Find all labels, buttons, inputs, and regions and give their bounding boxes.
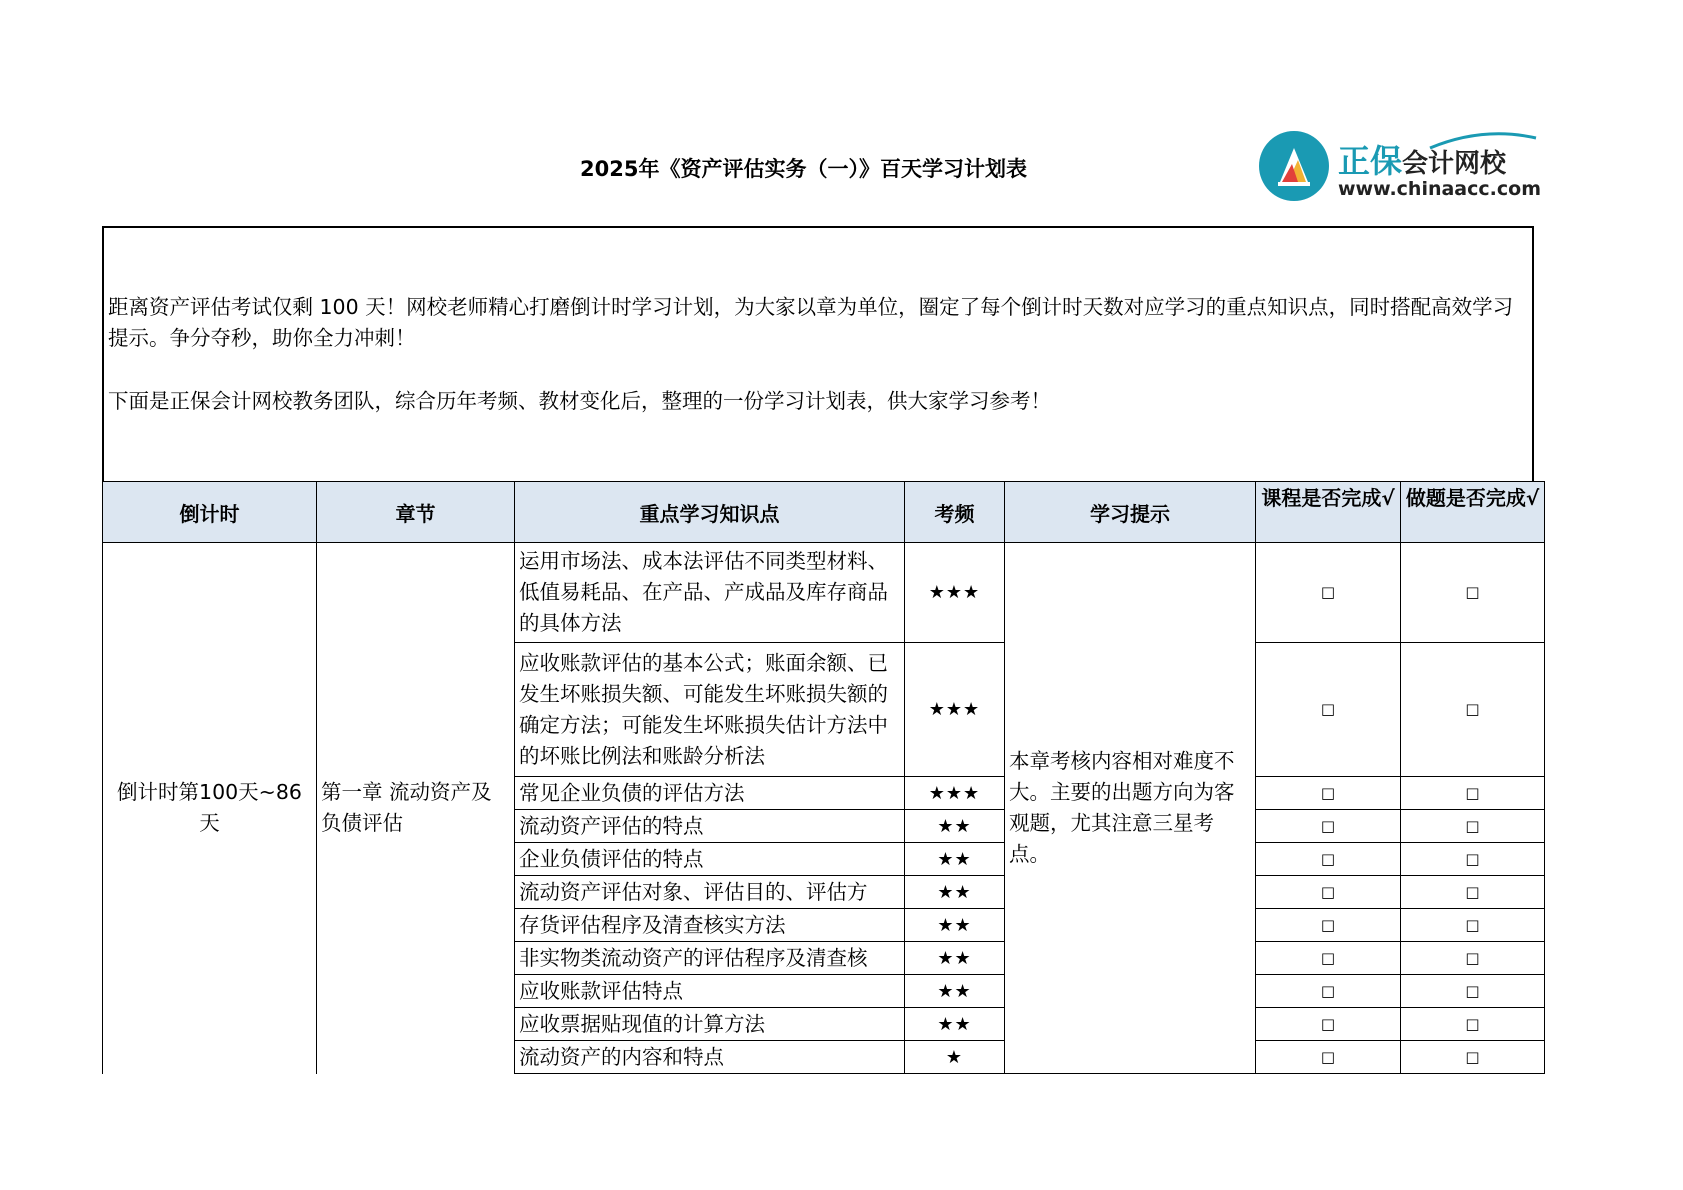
intro-paragraph-1: 距离资产评估考试仅剩 100 天！网校老师精心打磨倒计时学习计划，为大家以章为单位，圈定了每个倒计时天数对应学习的重点知识点，同时搭配高效学习提示。争分夺秒，助你全力冲刺！ xyxy=(108,295,1514,350)
header-countdown: 倒计时 xyxy=(103,482,317,543)
course-done-checkbox[interactable]: □ xyxy=(1256,843,1401,876)
course-done-checkbox[interactable]: □ xyxy=(1256,1008,1401,1041)
practice-done-checkbox[interactable]: □ xyxy=(1401,810,1545,843)
practice-done-checkbox[interactable]: □ xyxy=(1401,1041,1545,1074)
frequency-stars: ★★ xyxy=(905,843,1005,876)
chinaacc-logo-icon xyxy=(1258,130,1330,202)
key-point-cell: 运用市场法、成本法评估不同类型材料、低值易耗品、在产品、产成品及库存商品的具体方法 xyxy=(515,543,905,643)
key-point-cell: 应收账款评估特点 xyxy=(515,975,905,1008)
countdown-cell: 倒计时第100天~86天 xyxy=(103,543,317,1074)
key-point-cell: 应收票据贴现值的计算方法 xyxy=(515,1008,905,1041)
logo-url: www.chinaacc.com xyxy=(1338,178,1541,200)
course-done-checkbox[interactable]: □ xyxy=(1256,876,1401,909)
course-done-checkbox[interactable]: □ xyxy=(1256,643,1401,777)
header-course-done: 课程是否完成√ xyxy=(1256,482,1401,543)
practice-done-checkbox[interactable]: □ xyxy=(1401,643,1545,777)
practice-done-checkbox[interactable]: □ xyxy=(1401,843,1545,876)
header-chapter: 章节 xyxy=(317,482,515,543)
frequency-stars: ★★ xyxy=(905,909,1005,942)
practice-done-checkbox[interactable]: □ xyxy=(1401,975,1545,1008)
key-point-cell: 存货评估程序及清查核实方法 xyxy=(515,909,905,942)
frequency-stars: ★★★ xyxy=(905,777,1005,810)
practice-done-checkbox[interactable]: □ xyxy=(1401,777,1545,810)
frequency-stars: ★★ xyxy=(905,1008,1005,1041)
practice-done-checkbox[interactable]: □ xyxy=(1401,876,1545,909)
frequency-stars: ★★★ xyxy=(905,543,1005,643)
logo-arc-icon xyxy=(1428,130,1538,152)
key-point-cell: 应收账款评估的基本公式；账面余额、已发生坏账损失额、可能发生坏账损失额的确定方法；可能发生坏账损失估计方法中的坏账比例法和账龄分析法 xyxy=(515,643,905,777)
course-done-checkbox[interactable]: □ xyxy=(1256,543,1401,643)
course-done-checkbox[interactable]: □ xyxy=(1256,909,1401,942)
page-title: 2025年《资产评估实务（一）》百天学习计划表 xyxy=(580,157,1027,181)
key-point-cell: 流动资产评估的特点 xyxy=(515,810,905,843)
practice-done-checkbox[interactable]: □ xyxy=(1401,543,1545,643)
header-practice-done: 做题是否完成√ xyxy=(1401,482,1545,543)
course-done-checkbox[interactable]: □ xyxy=(1256,942,1401,975)
frequency-stars: ★★ xyxy=(905,876,1005,909)
frequency-stars: ★★ xyxy=(905,810,1005,843)
course-done-checkbox[interactable]: □ xyxy=(1256,975,1401,1008)
intro-paragraph-2: 下面是正保会计网校教务团队，综合历年考频、教材变化后，整理的一份学习计划表，供大家学习参考！ xyxy=(108,389,1051,413)
frequency-stars: ★★ xyxy=(905,975,1005,1008)
practice-done-checkbox[interactable]: □ xyxy=(1401,909,1545,942)
course-done-checkbox[interactable]: □ xyxy=(1256,1041,1401,1074)
logo xyxy=(1258,130,1541,206)
key-point-cell: 流动资产评估对象、评估目的、评估方 xyxy=(515,876,905,909)
chapter-cell: 第一章 流动资产及负债评估 xyxy=(317,543,515,1074)
key-point-cell: 企业负债评估的特点 xyxy=(515,843,905,876)
table-header-row xyxy=(103,482,1545,543)
study-plan-table xyxy=(102,481,1545,1074)
practice-done-checkbox[interactable]: □ xyxy=(1401,1008,1545,1041)
intro-box xyxy=(102,226,1534,481)
key-point-cell: 非实物类流动资产的评估程序及清查核 xyxy=(515,942,905,975)
header-key-points: 重点学习知识点 xyxy=(515,482,905,543)
study-tip-cell: 本章考核内容相对难度不大。主要的出题方向为客观题，尤其注意三星考点。 xyxy=(1005,543,1256,1074)
header-frequency: 考频 xyxy=(905,482,1005,543)
header-tips: 学习提示 xyxy=(1005,482,1256,543)
course-done-checkbox[interactable]: □ xyxy=(1256,777,1401,810)
practice-done-checkbox[interactable]: □ xyxy=(1401,942,1545,975)
logo-name: 正保会计网校 xyxy=(1338,142,1507,180)
course-done-checkbox[interactable]: □ xyxy=(1256,810,1401,843)
frequency-stars: ★★ xyxy=(905,942,1005,975)
frequency-stars: ★★★ xyxy=(905,643,1005,777)
frequency-stars: ★ xyxy=(905,1041,1005,1074)
table-row xyxy=(103,543,1545,643)
key-point-cell: 常见企业负债的评估方法 xyxy=(515,777,905,810)
key-point-cell: 流动资产的内容和特点 xyxy=(515,1041,905,1074)
